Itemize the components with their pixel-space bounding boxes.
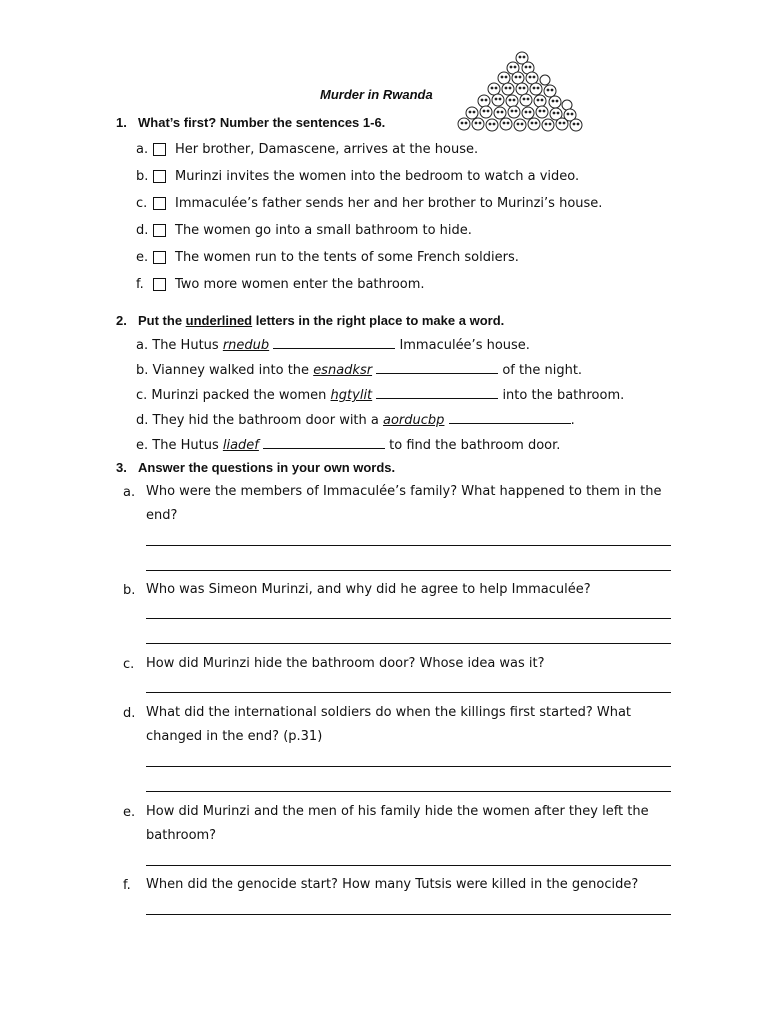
item-text: Immaculée’s father sends her and her brother to Murinzi’s house. [175, 196, 603, 211]
heading-part: letters in the right place to make a word. [252, 313, 505, 328]
number-box[interactable] [153, 170, 166, 183]
answer-line[interactable] [146, 643, 671, 644]
question-letter: f. [123, 878, 131, 893]
question-text: When did the genocide start? How many Tutsis were killed in the genocide? [146, 877, 639, 892]
answer-line[interactable] [146, 692, 671, 693]
item-text: The Hutus [152, 438, 223, 453]
section-3-heading [116, 460, 395, 475]
item-text: The women go into a small bathroom to hide. [175, 223, 472, 238]
item-letter: d. [136, 223, 149, 238]
unscramble-item [136, 336, 530, 353]
skull-pile-icon [456, 50, 588, 132]
section-1-heading [116, 115, 385, 130]
ordering-item [136, 223, 472, 238]
item-letter: a. [136, 142, 149, 157]
section-number: 3. [116, 460, 127, 475]
item-text: to find the bathroom door. [389, 438, 561, 453]
item-letter: c. [136, 388, 148, 403]
unscramble-item [136, 386, 624, 403]
question-letter: d. [123, 706, 136, 721]
answer-line[interactable] [146, 618, 671, 619]
item-text: into the bathroom. [502, 388, 625, 403]
number-box[interactable] [153, 197, 166, 210]
scrambled-word: liadef [222, 438, 259, 453]
unscramble-item [136, 411, 575, 428]
answer-blank[interactable] [263, 436, 385, 449]
answer-blank[interactable] [376, 361, 498, 374]
item-text: . [570, 413, 575, 428]
question-text: Who were the members of Immaculée’s family? What happened to them in the end? [146, 484, 662, 523]
item-text: Vianney walked into the [152, 363, 314, 378]
item-letter: c. [136, 196, 148, 211]
heading-underlined-word: underlined [185, 313, 253, 328]
answer-line[interactable] [146, 791, 671, 792]
item-letter: a. [136, 338, 149, 353]
section-2-heading [116, 313, 504, 328]
scrambled-word: aorducbp [383, 413, 445, 428]
item-text: The Hutus [152, 338, 223, 353]
ordering-item [136, 250, 519, 265]
item-letter: b. [136, 169, 149, 184]
answer-line[interactable] [146, 865, 671, 866]
answer-line[interactable] [146, 545, 671, 546]
item-text: The women run to the tents of some French soldiers. [175, 250, 519, 265]
section-number: 2. [116, 313, 127, 328]
item-letter: e. [136, 250, 149, 265]
number-box[interactable] [153, 251, 166, 264]
question-letter: b. [123, 583, 136, 598]
item-text: Two more women enter the bathroom. [175, 277, 425, 292]
question-text: How did Murinzi hide the bathroom door? Whose idea was it? [146, 656, 545, 671]
item-letter: e. [136, 438, 149, 453]
scrambled-word: hgtylit [330, 388, 373, 403]
item-text: They hid the bathroom door with a [152, 413, 384, 428]
answer-blank[interactable] [273, 336, 395, 349]
item-letter: f. [136, 277, 144, 292]
item-letter: d. [136, 413, 149, 428]
number-box[interactable] [153, 278, 166, 291]
item-text: Murinzi invites the women into the bedroom to watch a video. [175, 169, 580, 184]
answer-blank[interactable] [449, 411, 571, 424]
section-number: 1. [116, 115, 127, 130]
question-text: Who was Simeon Murinzi, and why did he agree to help Immaculée? [146, 582, 591, 597]
answer-line[interactable] [146, 570, 671, 571]
question-letter: a. [123, 485, 136, 500]
number-box[interactable] [153, 143, 166, 156]
item-text: Murinzi packed the women [151, 388, 331, 403]
number-box[interactable] [153, 224, 166, 237]
page-title: Murder in Rwanda [320, 87, 433, 102]
section-heading-text: What’s first? Number the sentences 1-6. [138, 115, 386, 130]
ordering-item [136, 142, 478, 157]
question-text: What did the international soldiers do when the killings first started? What changed in the end? (p.31) [146, 705, 632, 744]
scrambled-word: rnedub [222, 338, 270, 353]
heading-part: Put the [138, 313, 186, 328]
answer-line[interactable] [146, 766, 671, 767]
ordering-item [136, 169, 579, 184]
ordering-item [136, 277, 425, 292]
question-letter: e. [123, 805, 136, 820]
answer-blank[interactable] [376, 386, 498, 399]
item-text: of the night. [502, 363, 583, 378]
ordering-item [136, 196, 602, 211]
answer-line[interactable] [146, 914, 671, 915]
question-letter: c. [123, 657, 135, 672]
item-text: Immaculée’s house. [399, 338, 530, 353]
item-text: Her brother, Damascene, arrives at the house. [175, 142, 479, 157]
unscramble-item [136, 436, 560, 453]
question-text: How did Murinzi and the men of his family hide the women after they left the bathroom? [146, 804, 649, 843]
section-heading-text: Answer the questions in your own words. [138, 460, 396, 475]
unscramble-item [136, 361, 582, 378]
scrambled-word: esnadksr [313, 363, 373, 378]
item-letter: b. [136, 363, 149, 378]
